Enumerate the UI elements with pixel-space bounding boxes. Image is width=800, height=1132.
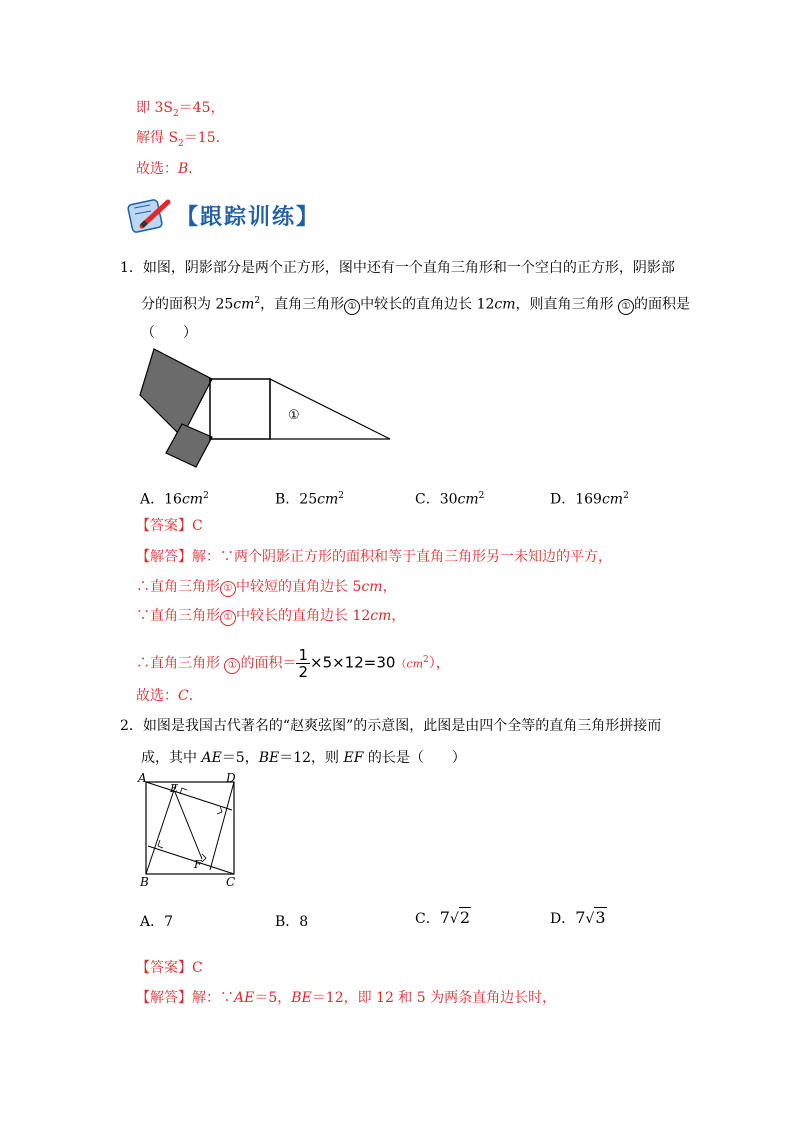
q1-option-d-sup: 2 [623, 491, 629, 501]
q1-sol4-calc: ×5×12=30 [310, 653, 396, 672]
q1-l2-c: 中较长的直角边长 12 [360, 296, 495, 313]
q2-option-d-letter: D． [550, 911, 576, 927]
q1-option-c[interactable] [415, 486, 484, 510]
q1-option-b-sup: 2 [338, 491, 344, 501]
q2-solution-label: 【解答】 [136, 990, 192, 1006]
q2-answer [136, 958, 203, 978]
q1-option-b[interactable] [275, 486, 344, 510]
q1-solution-line-3 [136, 606, 405, 626]
q2-option-d-value: 7 [575, 908, 586, 927]
q1-option-d-unit: cm [601, 491, 624, 508]
q1-option-c-unit: cm [457, 491, 479, 508]
q1-l2-a: 分的面积为 25 [141, 296, 234, 313]
q1-sol3-circle: ① [220, 610, 236, 626]
top-line-3 [136, 159, 202, 179]
q2-option-a-letter: A． [140, 914, 165, 930]
q1-l2-d: ，则直角三角形 [515, 296, 618, 313]
q2-label-b: B [140, 875, 149, 889]
q2-text-line-2 [141, 748, 466, 768]
q1-answer [136, 516, 203, 536]
q1-answer-label: 【答案】 [136, 518, 192, 534]
q1-option-b-unit: cm [317, 491, 339, 508]
top-line1-sub: 2 [172, 108, 179, 119]
q1-figure [136, 345, 396, 475]
q1-solution-label: 【解答】 [136, 549, 192, 565]
top-line1-suffix: ＝45， [178, 100, 225, 116]
top-line-1 [136, 98, 225, 124]
q2-text-line-1: 2．如图是我国古代著名的“赵爽弦图”的示意图，此图是由四个全等的直角三角形拼接而 [120, 718, 662, 734]
q1-sol5-prefix: 故选： [136, 688, 178, 704]
q2-line-dc [210, 782, 234, 870]
q1-large-shaded-square [140, 349, 212, 437]
q1-option-b-value: 25 [299, 491, 318, 508]
q2-option-b-value: 8 [299, 914, 309, 930]
q1-sol2-circle: ① [220, 581, 236, 597]
q1-sol5-answer: C [178, 688, 189, 704]
top-line-2 [136, 128, 230, 154]
q1-solution-line-5 [136, 686, 203, 706]
q1-solution-line-1 [136, 547, 612, 567]
q1-option-b-letter: B． [275, 491, 300, 508]
q1-sol4-b: 的面积＝ [240, 655, 297, 672]
q2-line-ad [146, 782, 232, 810]
q1-sol4-frac-den: 2 [298, 663, 308, 682]
q1-option-a-sup: 2 [203, 491, 209, 501]
q1-sol4-unit-close: ）， [428, 655, 450, 672]
top-line3-prefix: 故选： [136, 161, 178, 177]
banner-title: 【跟踪训练】 [176, 205, 321, 230]
q1-sol2-a: ∴直角三角形 [136, 579, 220, 595]
q1-sol4-unit: cm [406, 657, 424, 671]
q1-option-a-unit: cm [181, 491, 204, 508]
q2-answer-value: C [192, 960, 203, 976]
q1-sol4-fraction [296, 647, 310, 680]
q2-label-c: C [226, 875, 236, 889]
q2-option-c-radicand: 2 [459, 908, 471, 927]
q1-sol4-unit-open: （ [395, 657, 407, 671]
q2-sol1-be: BE [291, 990, 312, 1006]
q2-right-angle-f [202, 854, 206, 862]
q2-option-d-sqrt: √3 [585, 908, 606, 927]
q2-option-a[interactable] [140, 912, 173, 932]
q2-right-angle-3 [158, 840, 163, 848]
top-line2-suffix: ＝15． [183, 130, 230, 146]
q1-l2-circle2: ① [618, 299, 634, 315]
q2-option-c-letter: C． [415, 911, 440, 927]
top-line3-answer: B [178, 161, 189, 177]
q2-label-a: A [138, 771, 147, 785]
q1-l2-sup: 2 [254, 296, 261, 306]
top-line1-prefix: 即 3S [136, 100, 173, 116]
q2-label-d: D [226, 771, 236, 785]
q1-l2-e: 的面积是 [633, 296, 690, 313]
q1-text-line-2 [141, 291, 690, 315]
q2-option-d-radicand: 3 [595, 908, 606, 927]
q2-l2-b: ＝5， [221, 750, 259, 766]
top-line2-sub: 2 [178, 138, 184, 149]
q1-sol2-b: 中较短的直角边长 5 [236, 579, 362, 595]
q1-option-c-letter: C． [415, 491, 440, 508]
q2-option-b[interactable] [275, 912, 308, 932]
q2-right-angle-2 [217, 806, 222, 814]
top-line2-prefix: 解得 S [136, 130, 179, 146]
q1-sol2-unit: cm [361, 579, 383, 595]
q2-l2-ef: EF [343, 750, 364, 766]
q1-option-c-sup: 2 [478, 491, 485, 501]
q2-sol1-b: ＝5， [254, 990, 292, 1006]
q1-sol1-text: 解：∵两个阴影正方形的面积和等于直角三角形另一未知边的平方， [192, 549, 612, 565]
q1-option-c-value: 30 [439, 491, 458, 508]
q1-sol3-c: ， [391, 608, 406, 624]
q1-sol4-a: ∴直角三角形 [136, 655, 225, 672]
top-line3-end: ． [188, 161, 203, 177]
q1-option-a[interactable] [140, 486, 209, 510]
q1-triangle-label: ① [288, 408, 300, 423]
q2-sol1-c: ＝12，即 12 和 5 为两条直角边长时， [311, 990, 557, 1006]
q1-option-a-value: 16 [164, 491, 182, 508]
q2-option-c-value: 7 [439, 908, 450, 927]
q1-sol4-circle: ① [224, 658, 240, 674]
q1-option-d-value: 169 [575, 491, 602, 508]
q2-sol1-ae: AE [234, 990, 255, 1006]
q1-solution-line-4 [136, 643, 450, 682]
q1-sol2-c: ， [382, 579, 397, 595]
q1-sol4-unit-sup: 2 [423, 655, 429, 665]
q2-l2-ae: AE [201, 750, 222, 766]
q2-l2-be: BE [258, 750, 280, 766]
q1-l2-circle: ① [344, 299, 360, 315]
q2-label-f: F [194, 858, 202, 871]
q2-line-ef [175, 792, 202, 859]
q1-option-a-letter: A． [140, 491, 165, 508]
q1-sol4-frac-num: 1 [298, 646, 308, 665]
q1-sol3-b: 中较长的直角边长 12 [236, 608, 371, 624]
pencil-paper-icon [124, 196, 174, 236]
q2-option-c[interactable] [415, 908, 471, 929]
q2-line-cb [148, 846, 234, 874]
q1-paren: （ ） [141, 325, 197, 341]
tracking-practice-banner [124, 196, 334, 236]
q2-option-a-value: 7 [164, 914, 174, 930]
q2-option-c-sqrt: √2 [449, 908, 471, 927]
q2-label-e: E [170, 782, 179, 795]
q1-l2-b: ，直角三角形 [260, 296, 345, 313]
q1-blank-square [210, 379, 270, 439]
q2-sol1-a: 解：∵ [192, 990, 234, 1006]
q1-option-d[interactable] [550, 486, 629, 510]
q1-option-d-letter: D． [550, 491, 576, 508]
q1-sol3-unit: cm [370, 608, 392, 624]
q2-option-d[interactable] [550, 908, 607, 929]
q2-line-ba [146, 782, 179, 874]
q1-l2-unit: cm [233, 296, 255, 313]
q2-l2-d: 的长是（ ） [363, 750, 466, 766]
q2-option-b-letter: B． [275, 914, 300, 930]
q1-sol5-end: ． [188, 688, 203, 704]
q1-solution-line-2 [136, 577, 396, 597]
q2-answer-label: 【答案】 [136, 960, 192, 976]
q1-small-shaded-square [166, 424, 212, 467]
q1-answer-value: C [192, 518, 203, 534]
q2-solution-line-1 [136, 988, 556, 1008]
q1-sol3-a: ∵直角三角形 [136, 608, 220, 624]
q1-text-line-1: 1．如图，阴影部分是两个正方形，图中还有一个直角三角形和一个空白的正方形，阴影部 [120, 260, 675, 276]
q2-l2-c: ＝12，则 [279, 750, 344, 766]
q2-l2-a: 成，其中 [141, 750, 202, 766]
q1-l2-unit2: cm [494, 296, 516, 313]
q2-figure [136, 770, 256, 890]
